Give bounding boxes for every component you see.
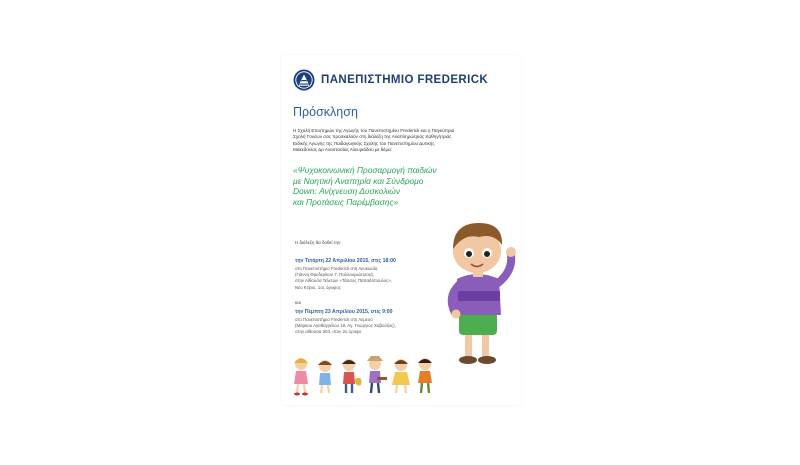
invitation-page: [281, 55, 521, 405]
address-line: Νέο Κτίριο, 1ος όροφος: [295, 284, 341, 290]
intro-line: Σχολή Γονέων σας προσκαλούν στη διάλεξη της Αναπληρώτριας Καθηγήτριας: [293, 134, 452, 140]
lecture-lead-text: Η διάλεξη θα δοθεί την:: [295, 240, 342, 245]
invitation-title: Πρόσκληση: [293, 105, 358, 119]
event-date-limassol: την Πέμπτη 23 Απριλίου 2015, στις 9:00: [295, 309, 393, 315]
lecture-title-line: και Προτάσεις Παρέμβασης»: [293, 196, 399, 207]
event-address-limassol: [295, 317, 445, 336]
address-line: (Μάρκου Αγαθαγγέλου 18, Αγ. Γεώργιος Χαβούζας),: [295, 323, 396, 329]
address-line: στο Πανεπιστήμιο Frederick στη Λεμεσό: [295, 317, 373, 322]
intro-paragraph: [293, 128, 511, 153]
address-line: (Γιάννη Φρεδερίκου 7, Παλλουριώτισσα),: [295, 272, 375, 278]
event-address-nicosia: [295, 266, 445, 291]
lecture-title-line: Down: Ανίχνευση Δυσκολιών: [293, 186, 401, 196]
boy-illustration: [431, 215, 527, 365]
university-logo: [293, 69, 488, 91]
lecture-title: [293, 165, 519, 207]
lecture-title-line: με Νοητική Αναπηρία και Σύνδρομο: [293, 175, 424, 186]
intro-line: Μακεδονίας Δρ Αναστασίας Αλευριάδου με θέμα:: [293, 146, 393, 152]
address-line: στην αίθουσα 303, στον 2ο όροφο: [295, 329, 362, 335]
intro-line: Ειδικής Αγωγής της Παιδαγωγικής Σχολής του Πανεπιστημίου Δυτικής: [293, 140, 435, 146]
lecture-title-line: «Ψυχοκοινωνική Προσαρμογή παιδιών: [293, 165, 437, 175]
university-emblem-icon: [293, 69, 315, 91]
address-line: στην Αίθουσα Τελετών «Τάσσος Παπαδόπουλος»,: [295, 278, 393, 284]
children-illustration: [291, 355, 441, 397]
intro-line: Η Σχολή Επιστημών της Αγωγής του Πανεπιστημίου Frederick και η Παγκύπρια: [293, 128, 455, 133]
event-date-nicosia: την Τετάρτη 22 Απριλίου 2015, στις 18:00: [295, 258, 396, 264]
university-name: ΠΑΝΕΠΙΣΤΗΜΙΟ FREDERICK: [321, 74, 489, 86]
conjunction-text: και: [295, 300, 301, 305]
address-line: στο Πανεπιστήμιο Frederick στη Λευκωσία: [295, 266, 378, 271]
